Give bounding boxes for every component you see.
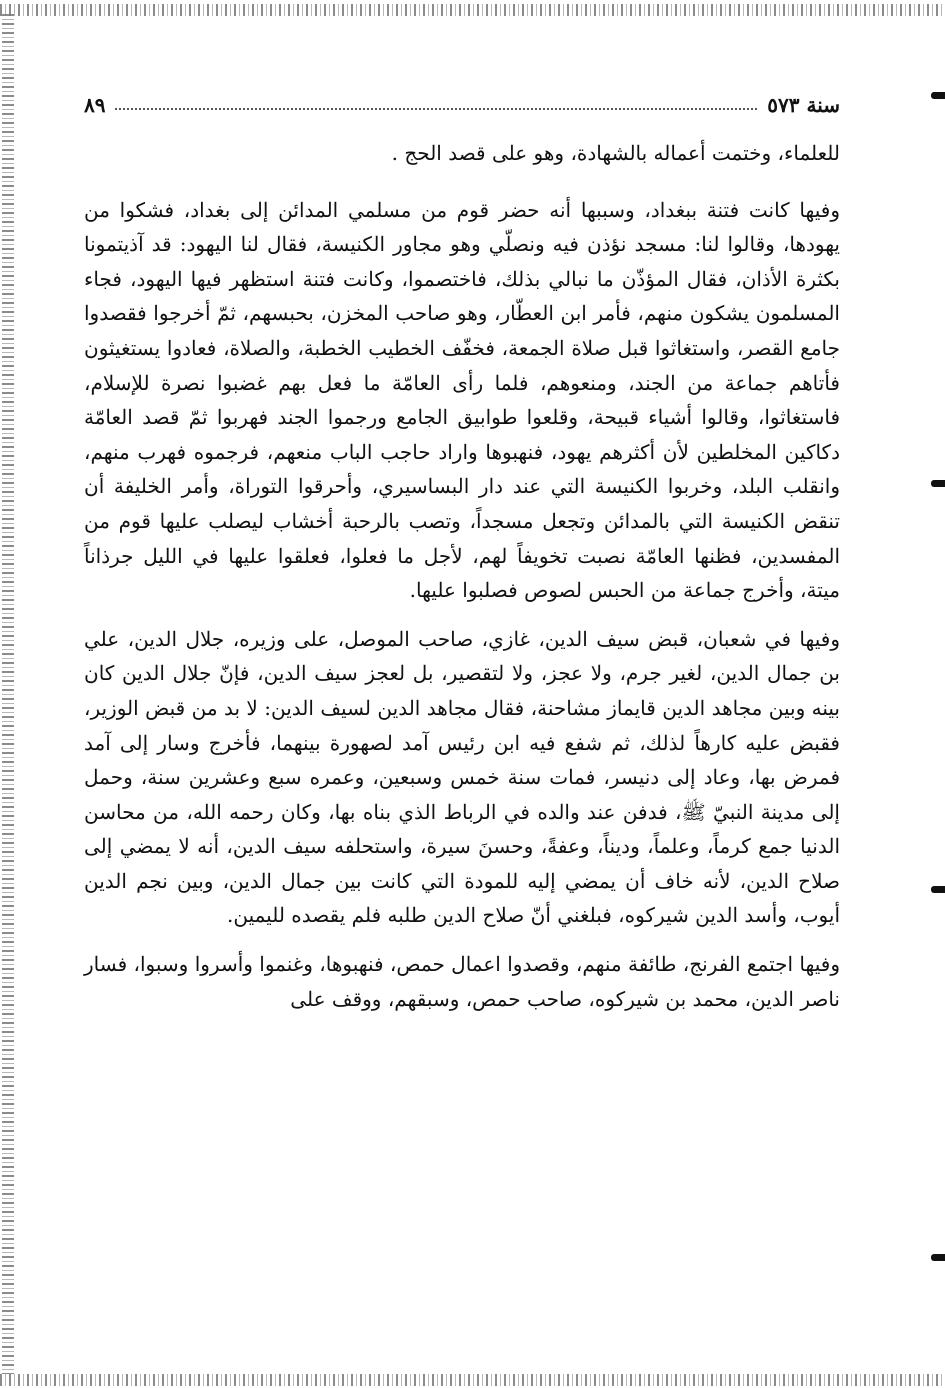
paragraph: وفيها في شعبان، قبض سيف الدين، غازي، صاحب الموصل، على وزيره، جلال الدين، علي بن جمال الدين، لغير جرم، ولا عجز، ولا لتقصير، بل لعجز سيف الدين، فإنّ جلال الدين كان بينه وبين مجاهد الدين قايماز مشاحنة، فقال مجاهد الدين لسيف الدين: لا بد من قبض الوزير، فقبض عليه كارهاً لذلك، ثم شفع فيه ابن رئيس آمد لصهورة بينهما، فأخرج وسار إلى آمد فمرض بها، وعاد إلى دنيسر، فمات سنة خمس وسبعين، وعمره سبع وعشرين سنة، وحمل إلى مدينة النبيّ ﷺ، فدفن عند والده في الرباط الذي بناه بها، وكان رحمه الله، من محاسن الدنيا جمع كرماً، وعلماً، وديناً، وعفةً، وحسنَ سيرة، واستحلفه سيف الدين، أنه لا يمضي إلى صلاح الدين، لأنه خاف أن يمضي إليه للمودة التي كانت بين جمال الدين، وبين نجم الدين أيوب، وأسد الدين شيركوه، فبلغني أنّ صلاح الدين طلبه فلم يقصده لليمين. [84, 626, 840, 928]
edge-mark [931, 480, 945, 487]
running-header [84, 88, 840, 122]
header-dot-leader [115, 108, 757, 110]
page-border-left [2, 14, 14, 1374]
page-border-bottom [0, 1374, 945, 1386]
page-border-top [0, 4, 945, 16]
edge-mark [931, 1254, 945, 1261]
paragraph: وفيها اجتمع الفرنج، طائفة منهم، وقصدوا اعمال حمص، فنهبوها، وغنموا وأسروا وسبوا، فسار ناصر الدين، محمد بن شيركوه، صاحب حمص، وسبقهم، ووقف على [84, 952, 840, 1011]
page-number: ٨٩ [84, 93, 106, 117]
book-page [84, 88, 840, 1030]
edge-mark [931, 886, 945, 893]
year-label: سنة ٥٧٣ [767, 93, 840, 117]
paragraph: للعلماء، وختمت أعماله بالشهادة، وهو على قصد الحج . [391, 141, 840, 165]
paragraph: وفيها كانت فتنة ببغداد، وسببها أنه حضر قوم من مسلمي المدائن إلى بغداد، فشكوا من يهودها، وقالوا لنا: مسجد نؤذن فيه ونصلّي وهو مجاور الكنيسة، فقال لنا اليهود: قد آذيتمونا بكثرة الأذان، فقال المؤذّن ما نبالي بذلك، فاختصموا، وكانت فتنة استظهر فيها اليهود، فجاء المسلمون يشكون منهم، فأمر ابن العطّار، وهو صاحب المخزن، بحبسهم، ثمّ أخرجوا فقصدوا جامع القصر، واستغاثوا قبل صلاة الجمعة، فخفّف الخطيب الخطبة، والصلاة، فعادوا يستغيثون فأتاهم جماعة من الجند، ومنعوهم، فلما رأى العامّة ما فعل بهم غضبوا نصرة للإسلام، فاستغاثوا، وقالوا أشياء قبيحة، وقلعوا طوابيق الجامع ورجموا الجند فهربوا ثمّ قصد العامّة دكاكين المخلطين لأن أكثرهم يهود، فنهبوها واراد حاجب الباب منعهم، فرجموه فهرب منهم، وانقلب البلد، وخربوا الكنيسة التي عند دار البساسيري، وأحرقوا التوراة، وأمر الخليفة أن تنقض الكنيسة التي بالمدائن وتجعل مسجداً، وتصب بالرحبة أخشاب ليصلب عليها قوم من المفسدين، فظنها العامّة نصبت تخويفاً لهم، لأجل ما فعلوا، فعلقوا عليها في الليل جرذاناً ميتة، وأخرج جماعة من الحبس لصوص فصلبوا عليها. [84, 197, 840, 603]
edge-mark [931, 92, 945, 99]
